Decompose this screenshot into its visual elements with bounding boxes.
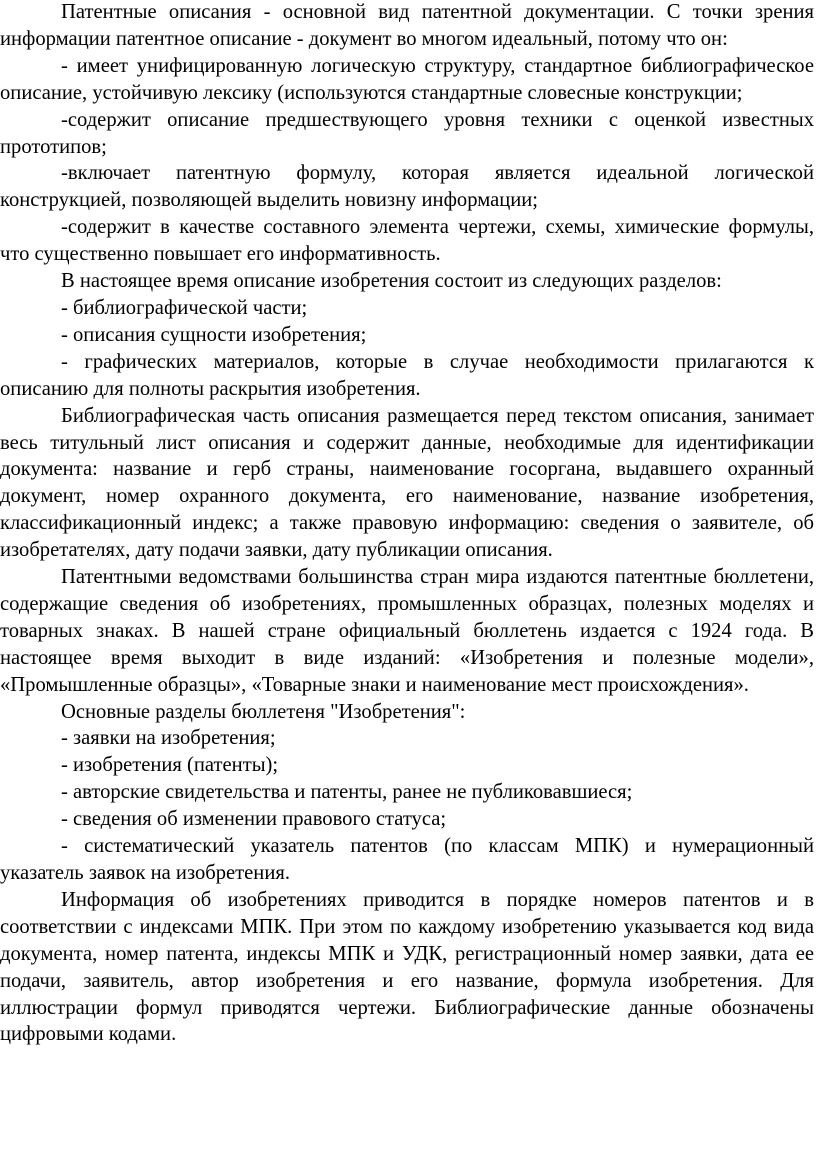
list-item-prior-art: -содержит описание предшествующего уровня техники с оценкой известных прототипов; [0,108,814,158]
paragraph-bulletin-sections: Основные разделы бюллетеня "Изобретения": [61,700,466,723]
paragraph-bulletins: Патентными ведомствами большинства стран мира издаются патентные бюллетени, содержащие сведения об изобретениях, промышленных образцах, полезных моделях и товарных знаках. В нашей стране официальный бюллетень издается с 1924 года. В настоящее время выходит в виде изданий: «Изобретения и полезные модели», «Промышленные образцы», «Товарные знаки и наименование мест происхождения». [0,566,814,696]
list-item-patent-formula: -включает патентную формулу, которая является идеальной логической конструкцией, позволяющей выделить новизну информации; [0,162,814,212]
paragraph-bibliographic-part: Библиографическая часть описания размещается перед текстом описания, занимает весь титульный лист описания и содержит данные, необходимые для идентификации документа: название и герб страны, наименование госоргана, выдавшего охранный документ, номер охранного документа, его наименование, название изобретения, классификационный индекс; а также правовую информацию: сведения о заявителе, об изобретателях, дату подачи заявки, дату публикации описания. [0,404,814,562]
list-item-graphics: - графических материалов, которые в случае необходимости прилагаются к описанию для полноты раскрытия изобретения. [0,350,814,400]
list-item-index: - систематический указатель патентов (по классам МПК) и нумерационный указатель заявок на изобретения. [0,835,814,884]
list-item-drawings: -содержит в качестве составного элемента чертежи, схемы, химические формулы, что существенно повышает его информативность. [0,216,814,266]
paragraph-invention-info: Информация об изобретениях приводится в порядке номеров патентов и в соответствии с индексами МПК. При этом по каждому изобретению указывается код вида документа, номер патента, индексы МПК и УДК, регистрационный номер заявки, дата ее подачи, заявитель, автор изобретения и его название, формула изобретения. Для иллюстрации формул приводятся чертежи. Библиографические данные обозначены цифровыми кодами. [0,888,814,1046]
list-item-description: - описания сущности изобретения; [61,323,367,346]
list-item-applications: - заявки на изобретения; [61,727,276,750]
list-item-certificates: - авторские свидетельства и патенты, ранее не публиковавшиеся; [61,781,633,804]
list-item-legal-status: - сведения об изменении правового статуса; [61,808,447,831]
list-item-bibliographic: - библиографической части; [61,296,308,319]
paragraph-intro: Патентные описания - основной вид патентной документации. С точки зрения информации патентное описание - документ во многом идеальный, потому что он: [0,1,814,50]
list-item-structure: - имеет унифицированную логическую структуру, стандартное библиографическое описание, устойчивую лексику (используются стандартные словесные конструкции; [0,54,814,104]
paragraph-sections-intro: В настоящее время описание изобретения состоит из следующих разделов: [61,270,722,293]
list-item-patents: - изобретения (патенты); [61,754,279,777]
